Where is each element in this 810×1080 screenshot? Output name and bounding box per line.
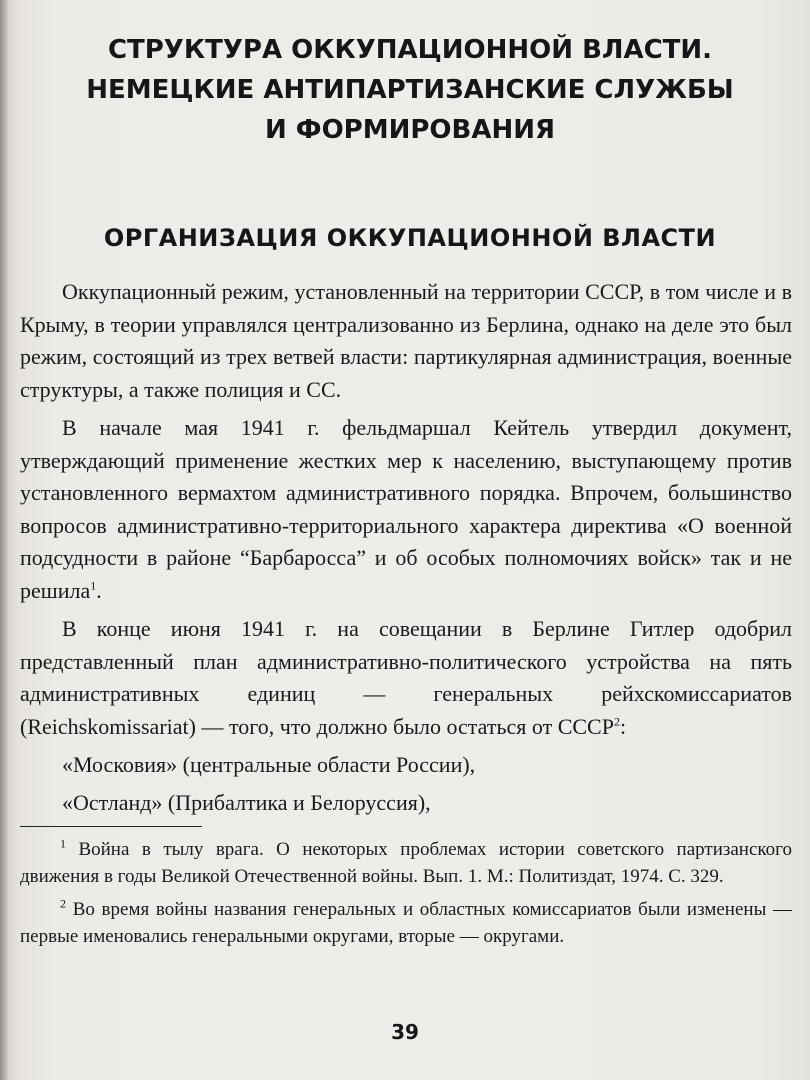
section-title: ОРГАНИЗАЦИЯ ОККУПАЦИОННОЙ ВЛАСТИ: [103, 224, 717, 252]
page-number: 39: [391, 1020, 419, 1044]
chapter-title-line-2: НЕМЕЦКИЕ АНТИПАРТИЗАНСКИЕ СЛУЖБЫ: [86, 75, 734, 105]
chapter-title: [30, 30, 790, 150]
footnote-ref-1: 1: [90, 578, 97, 593]
paragraph-1-text: Оккупационный режим, установленный на территории СССР, в том числе и в Крыму, в теории управлялся централизованно из Берлина, однако на деле это был режим, состоящий из трех ветвей власти: партикулярная администрация, военные структуры, а также полиция и СС.: [20, 279, 792, 402]
footnote-2-mark: 2: [60, 896, 66, 911]
chapter-title-line-3: И ФОРМИРОВАНИЯ: [264, 115, 556, 145]
footnote-1-text: Война в тылу врага. О некоторых проблемах истории советского партизанского движения в годы Великой Отечественной войны. Вып. 1. М.: Политиздат, 1974. С. 329.: [20, 839, 792, 887]
paragraph-1: [20, 276, 792, 406]
chapter-title-line-1: СТРУКТУРА ОККУПАЦИОННОЙ ВЛАСТИ.: [107, 35, 713, 65]
paragraph-3: [20, 613, 792, 743]
list-item-text: «Московия» (центральные области России),: [62, 752, 476, 777]
footnote-ref-2: 2: [613, 714, 620, 729]
footnote-2: [20, 896, 792, 950]
list-item-text: «Остланд» (Прибалтика и Белоруссия),: [62, 789, 431, 815]
footnote-divider: [20, 826, 202, 827]
book-spine-shadow: [0, 0, 8, 1080]
list-item-moskoviya: [20, 749, 792, 782]
footnote-2-text: Во время войны названия генеральных и областных комиссариатов были изменены — первые именовались генеральными округами, вторые — округами.: [20, 899, 793, 947]
body-text: [20, 276, 792, 824]
paragraph-2: [20, 412, 792, 607]
paragraph-2-text: В начале мая 1941 г. фельдмаршал Кейтель утвердил документ, утверждающий применение жестких мер к населению, выступающему против установленного вермахтом административного порядка. Впрочем, большинство вопросов административно-территориального характера директива «О военной подсудности в районе “Барбаросса” и об особых полномочиях войск» так и не решила: [20, 415, 792, 603]
paragraph-3-text: В конце июня 1941 г. на совещании в Берлине Гитлер одобрил представленный план административно-политического устройства на пять административных единиц — генеральных рейхскомиссариатов (Reichskomissariat) — того, что должно было остаться от СССР: [20, 616, 792, 739]
footnote-1-mark: 1: [60, 836, 66, 851]
footnote-1: [20, 836, 792, 890]
paragraph-2-end: .: [96, 577, 102, 603]
footnotes: [20, 836, 792, 956]
paragraph-3-end: :: [619, 713, 627, 739]
list-item-ostland: [20, 787, 792, 820]
